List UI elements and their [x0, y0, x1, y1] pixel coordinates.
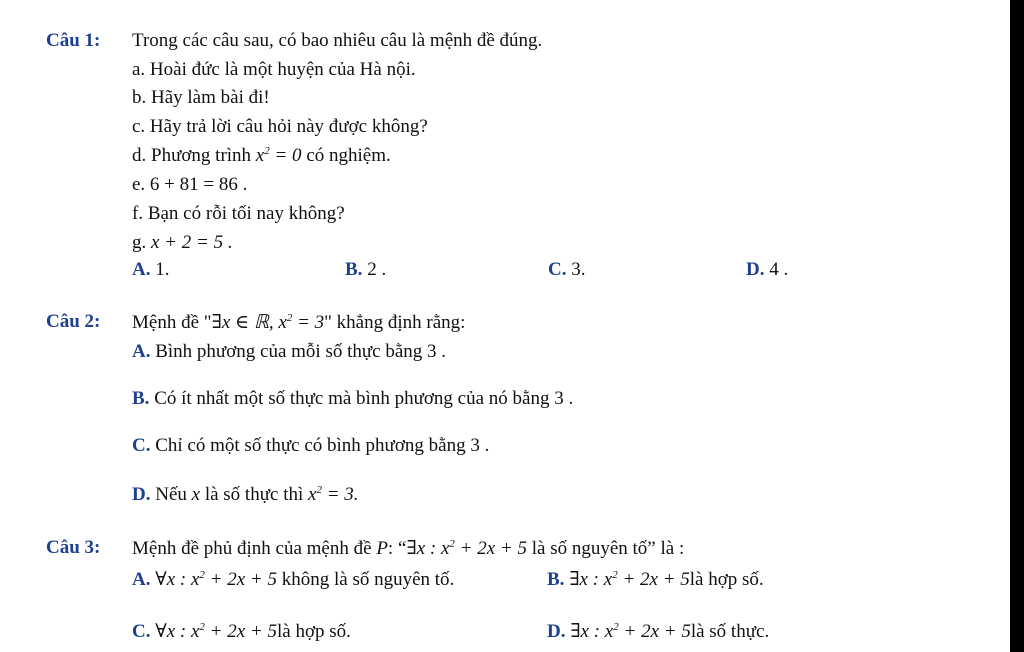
q2-option-b[interactable]	[132, 388, 573, 410]
question-1-label: Câu 1:	[46, 30, 101, 51]
q3-stem-p: P	[376, 538, 388, 559]
right-edge-bar	[1010, 0, 1024, 652]
q1-option-d[interactable]	[746, 259, 788, 281]
q3-option-a-label: A.	[132, 569, 151, 590]
question-3-stem	[132, 537, 684, 560]
q2-option-c-label: C.	[132, 435, 151, 456]
q3-option-d-label: D.	[547, 621, 566, 642]
q2-option-a-text: Bình phương của mỗi số thực bằng 3 .	[155, 341, 447, 362]
q3-stem-colon: : “	[387, 538, 407, 559]
q3-option-a-math: ∀x : $x^2 + 2x + 5$	[155, 569, 277, 590]
q2-option-d-label: D.	[132, 484, 151, 505]
q3-option-b-label: B.	[547, 569, 565, 590]
q3-option-c-math: ∀x : $x^2 + 2x + 5$	[155, 621, 277, 642]
q2-option-a[interactable]	[132, 341, 446, 363]
q2-stem-math: ∃x ∈ ℝ, $x^2 = 3$	[211, 312, 325, 333]
q1-item-b: b. Hãy làm bài đi!	[132, 87, 270, 108]
q2-option-d[interactable]	[132, 484, 359, 506]
q1-option-b-label: B.	[345, 259, 363, 280]
question-3-label: Câu 3:	[46, 537, 101, 558]
q2-option-a-label: A.	[132, 341, 151, 362]
q3-option-c-label: C.	[132, 621, 151, 642]
q3-option-d[interactable]	[547, 620, 769, 643]
q2-stem-post: " khẳng định rằng:	[324, 312, 466, 333]
q1-item-g	[132, 232, 233, 254]
q1-option-c-label: C.	[548, 259, 567, 280]
q2-option-d-var: x	[191, 484, 201, 505]
q1-item-d-text: d. Phương trình	[132, 145, 252, 166]
q1-option-d-text: 4 .	[769, 259, 789, 280]
q1-item-f: f. Bạn có rỗi tối nay không?	[132, 203, 345, 224]
q1-item-g-text: g.	[132, 232, 147, 253]
q2-option-d-pre: Nếu	[155, 484, 187, 505]
question-1-stem: Trong các câu sau, có bao nhiêu câu là mệnh đề đúng.	[132, 30, 543, 51]
q1-option-a-text: 1.	[155, 259, 170, 280]
q1-item-a: a. Hoài đức là một huyện của Hà nội.	[132, 59, 416, 80]
q1-item-e: e. 6 + 81 = 86 .	[132, 174, 248, 195]
q1-item-d	[132, 145, 391, 167]
q3-stem-math: ∃x : $x^2 + 2x + 5$	[406, 538, 527, 559]
q1-item-d-math: $x^2 = 0$	[255, 145, 302, 166]
q2-option-d-mid: là số thực thì	[204, 484, 304, 505]
q1-option-a-label: A.	[132, 259, 151, 280]
q2-option-b-text: Có ít nhất một số thực mà bình phương của nó bằng 3 .	[154, 388, 574, 409]
q3-option-a-text: không là số nguyên tố.	[281, 569, 455, 590]
q2-option-c[interactable]	[132, 435, 489, 457]
q1-item-c: c. Hãy trả lời câu hỏi này được không?	[132, 116, 428, 137]
q3-option-d-math: ∃x : $x^2 + 2x + 5$	[570, 621, 691, 642]
q3-stem-pre: Mệnh đề phủ định của mệnh đề	[132, 538, 372, 559]
q3-option-d-text: là số thực.	[690, 621, 770, 642]
q3-option-b[interactable]	[547, 568, 764, 591]
q1-option-d-label: D.	[746, 259, 765, 280]
q3-option-b-math: ∃x : $x^2 + 2x + 5$	[569, 569, 690, 590]
question-2-label: Câu 2:	[46, 311, 101, 332]
q1-option-c[interactable]	[548, 259, 585, 281]
q3-option-a[interactable]	[132, 568, 454, 591]
q1-item-d-post: có nghiệm.	[306, 145, 391, 166]
q2-option-d-math: $x^2 = 3$.	[308, 484, 359, 505]
question-2-stem	[132, 311, 465, 334]
q1-option-c-text: 3.	[571, 259, 586, 280]
q1-option-b-text: 2 .	[367, 259, 387, 280]
q2-option-b-label: B.	[132, 388, 150, 409]
q3-option-c[interactable]	[132, 620, 351, 643]
q1-option-a[interactable]	[132, 259, 169, 281]
q3-option-b-text: là hợp số.	[689, 569, 764, 590]
q2-stem-pre: Mệnh đề "	[132, 312, 212, 333]
q2-option-c-text: Chỉ có một số thực có bình phương bằng 3 .	[155, 435, 490, 456]
q1-item-g-math: x + 2 = 5 .	[151, 232, 233, 253]
q3-option-c-text: là hợp số.	[276, 621, 351, 642]
q3-stem-post: là số nguyên tố” là :	[531, 538, 685, 559]
q1-option-b[interactable]	[345, 259, 386, 281]
